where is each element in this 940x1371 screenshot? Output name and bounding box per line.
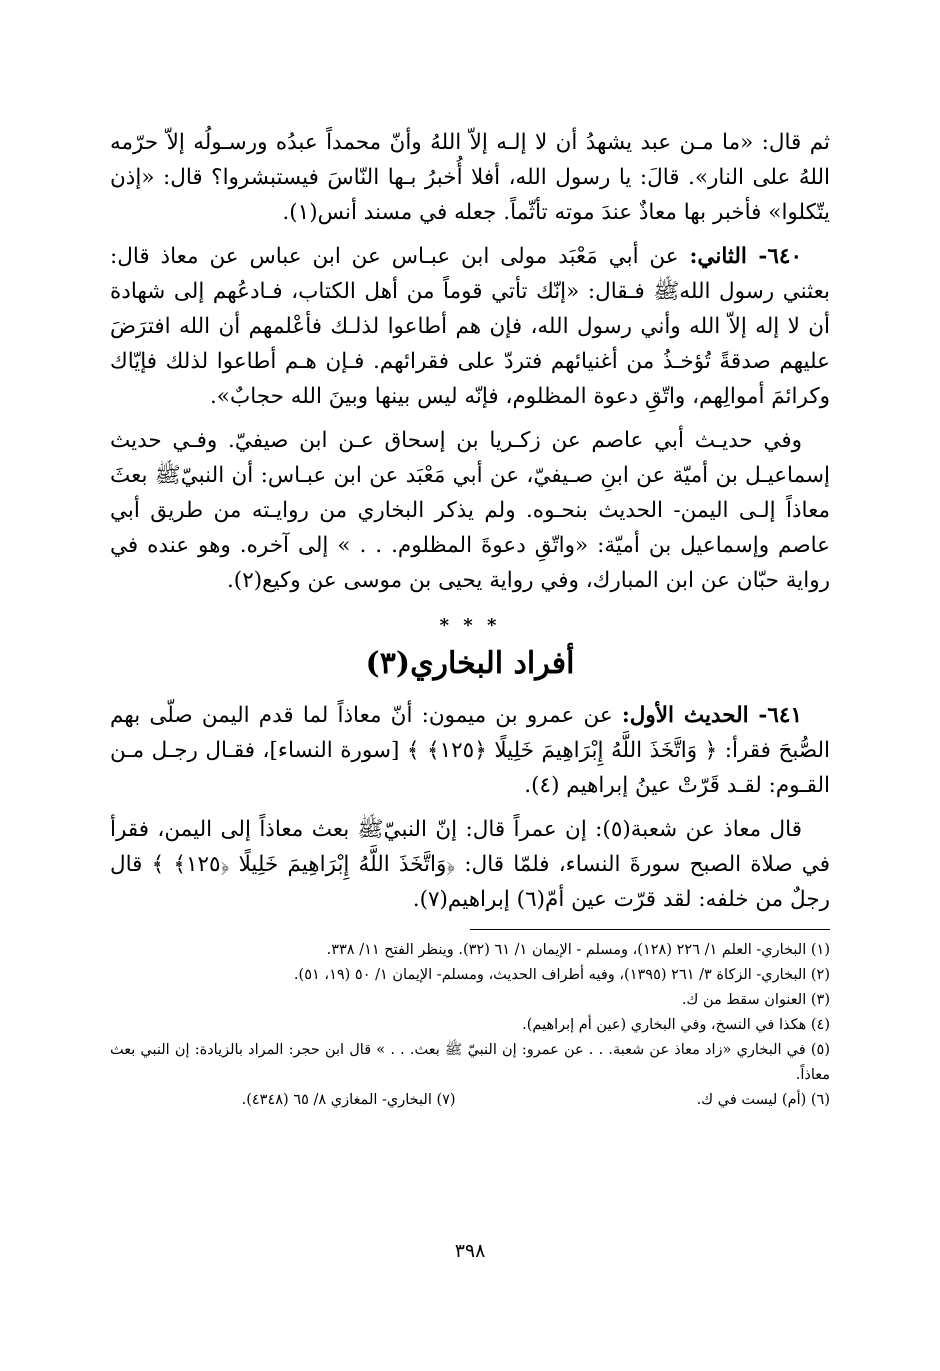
- paragraph-3: وفي حديـث أبي عاصم عن زكـريا بن إسحاق عـن ابن صيفيّ. وفـي حديث إسماعيـل بن أميّة عن ابنِ صـيفيّ، عن أبي مَعْبَد عن ابن عبـاس: أن النبيّﷺ بعثَ معاذاً إلـى اليمن- الحديث بنحـوه. ولم يذكر البخاري من روايـته من طريق أبي عاصم وإسماعيل بن أميّة: «واتّقِ دعوةَ المظلوم. . . » إلى آخره. وهو عنده في رواية حبّان عن ابن المبارك، وفي رواية يحيى بن موسى عن وكيع(٢).: [110, 428, 830, 593]
- footnote-6: (٦) (أم) ليست في ك.: [696, 1092, 830, 1108]
- footnote-2: (٢) البخاري- الزكاة ٣/ ٢٦١ (١٣٩٥)، وفيه أطراف الحديث، ومسلم- الإيمان ١/ ٥٠ (١٩، ٥١).: [293, 967, 830, 983]
- page-content: [110, 125, 830, 1113]
- paragraph-5: قال معاذ عن شعبة(٥): إن عمراً قال: إنّ النبيّﷺ بعث معاذاً إلى اليمن، فقرأ في صلاة الصبح سورةَ النساء، فلمّا قال: ﴿وَاتَّخَذَ اللَّهُ إِبْرَاهِيمَ خَلِيلًا ﴿١٢٥﴾ ﴾ قال رجلٌ من خلفه: لقد قرّت عين أمّ(٦) إبراهيم(٧).: [110, 817, 830, 912]
- footnotes: [110, 938, 830, 1113]
- hadith-641-text: عن عمرو بن ميمون: أنّ معاذاً لما قدم اليمن صلّى بهم الصُّبحَ فقرأ: ﴿ وَاتَّخَذَ اللَّهُ إِبْرَاهِيمَ خَلِيلًا ﴿١٢٥﴾ ﴾ [سورة النساء]، فقـال رجـل مـن القـوم: لقـد قَرّتْ عينُ إبراهيم (٤).: [110, 703, 830, 798]
- hadith-640-number: ٦٤٠- الثاني:: [689, 244, 803, 269]
- page-number: ٣٩٨: [454, 1240, 486, 1262]
- footnote-row-6-7: [110, 1088, 830, 1113]
- footnote-3: (٣) العنوان سقط من ك.: [681, 992, 830, 1008]
- footnote-7: (٧) البخاري- المغازي ٨/ ٦٥ (٤٣٤٨).: [241, 1092, 456, 1108]
- hadith-641-number: ٦٤١- الحديث الأول:: [621, 703, 803, 728]
- section-separator: * * *: [439, 615, 501, 636]
- footnote-divider: [470, 929, 830, 930]
- footnote-5: (٥) في البخاري «زاد معاذ عن شعبة. . . عن عمرو: إن النبيّ ﷺ بعث. . . » قال ابن حجر: المراد بالزيادة: إن النبي بعث معاذاً.: [110, 1042, 830, 1083]
- paragraph-1: ثم قال: «ما مـن عبد يشهدُ أن لا إلـه إلاّ اللهُ وأنّ محمداً عبدُه ورسـولُه إلاّ حرّمه اللهُ على النار». قالَ: يا رسول الله، أفلا أُخبرُ بـها النّاسَ فيستبشروا؟ قال: «إذن يتّكلوا» فأخبر بها معاذٌ عندَ موته تأثّماً. جعله في مسند أنس(١).: [110, 130, 830, 225]
- hadith-641: [110, 698, 830, 803]
- hadith-640: [110, 239, 830, 414]
- section-heading: أفراد البخاري(٣): [365, 646, 575, 681]
- footnote-4: (٤) هكذا في النسخ، وفي البخاري (عين أم إبراهيم).: [522, 1017, 830, 1033]
- hadith-640-text: عن أبي مَعْبَد مولى ابن عبـاس عن ابن عباس عن معاذ قال: بعثني رسول اللهﷺ فـقال: «إنّك تأتي قوماً من أهل الكتاب، فـادعُهم إلى شهادة أن لا إله إلاّ الله وأني رسول الله، فإن هم أطاعوا لذلـك فأعْلمهم أن الله افترَضَ عليهم صدقةً تُؤخـذُ من أغنيائهم فتردّ على فقرائهم. فـإن هـم أطاعوا لذلك فإيّاك وكرائمَ أموالِهم، واتّقِ دعوة المظلوم، فإنّه ليس بينها وبينَ الله حجابٌ».: [110, 244, 830, 409]
- footnote-1: (١) البخاري- العلم ١/ ٢٢٦ (١٢٨)، ومسلم - الإيمان ١/ ٦١ (٣٢). وينظر الفتح ١١/ ٣٣٨.: [326, 942, 830, 958]
